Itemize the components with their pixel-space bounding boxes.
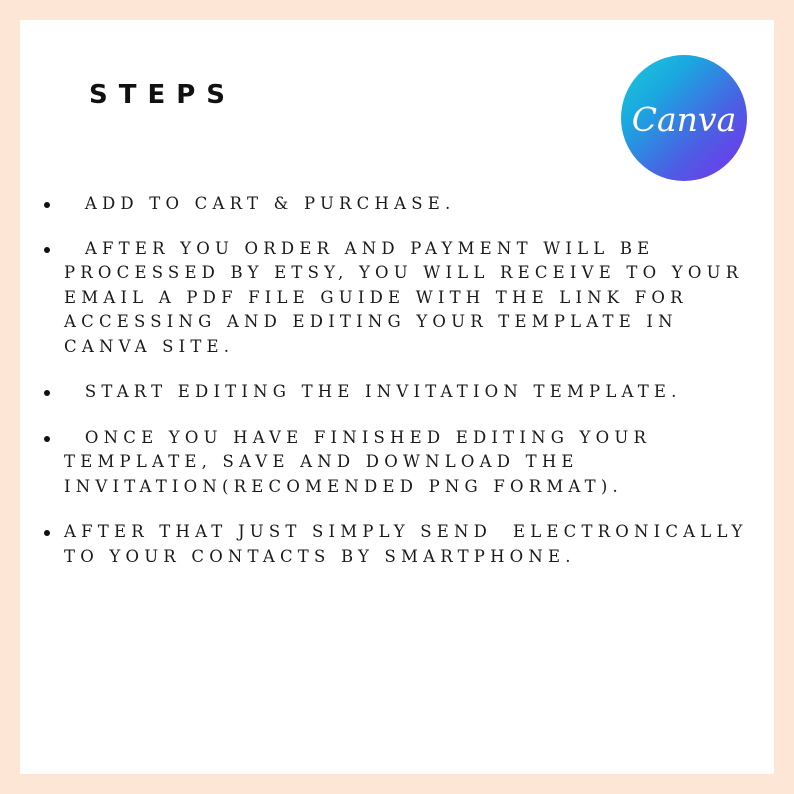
list-item <box>44 380 774 405</box>
bullet-icon <box>44 436 50 442</box>
step-line: TEMPLATE, SAVE AND DOWNLOAD THE <box>64 452 579 471</box>
bullet-icon <box>44 202 50 208</box>
canva-logo-text: Canva <box>631 100 737 139</box>
bullet-icon <box>44 247 50 253</box>
step-line: TO YOUR CONTACTS BY SMARTPHONE. <box>64 546 576 566</box>
step-line: INVITATION(RECOMENDED PNG FORMAT). <box>64 476 623 496</box>
step-line: CANVA SITE. <box>64 336 235 356</box>
bullet-icon <box>44 390 50 396</box>
list-item <box>44 237 774 360</box>
step-line: EMAIL A PDF FILE GUIDE WITH THE LINK FOR <box>64 287 688 307</box>
step-line: AFTER YOU ORDER AND PAYMENT WILL BE <box>64 238 655 258</box>
list-item <box>44 520 774 569</box>
content-card <box>20 20 774 774</box>
step-line: PROCESSED BY ETSY, YOU WILL RECEIVE TO YOUR <box>64 263 744 282</box>
page-title: STEPS <box>89 80 237 110</box>
step-line: ONCE YOU HAVE FINISHED EDITING YOUR <box>64 427 652 447</box>
list-item <box>44 426 774 500</box>
steps-list <box>44 188 774 569</box>
step-line: ACCESSING AND EDITING YOUR TEMPLATE IN <box>64 312 678 331</box>
step-line: START EDITING THE INVITATION TEMPLATE. <box>64 382 682 401</box>
step-line: ADD TO CART & PURCHASE. <box>64 194 456 213</box>
list-item <box>44 192 774 217</box>
canva-logo-svg <box>621 55 747 181</box>
step-line: AFTER THAT JUST SIMPLY SEND ELECTRONICALLY <box>64 522 748 541</box>
bullet-icon <box>44 530 50 536</box>
canva-logo <box>621 55 747 181</box>
